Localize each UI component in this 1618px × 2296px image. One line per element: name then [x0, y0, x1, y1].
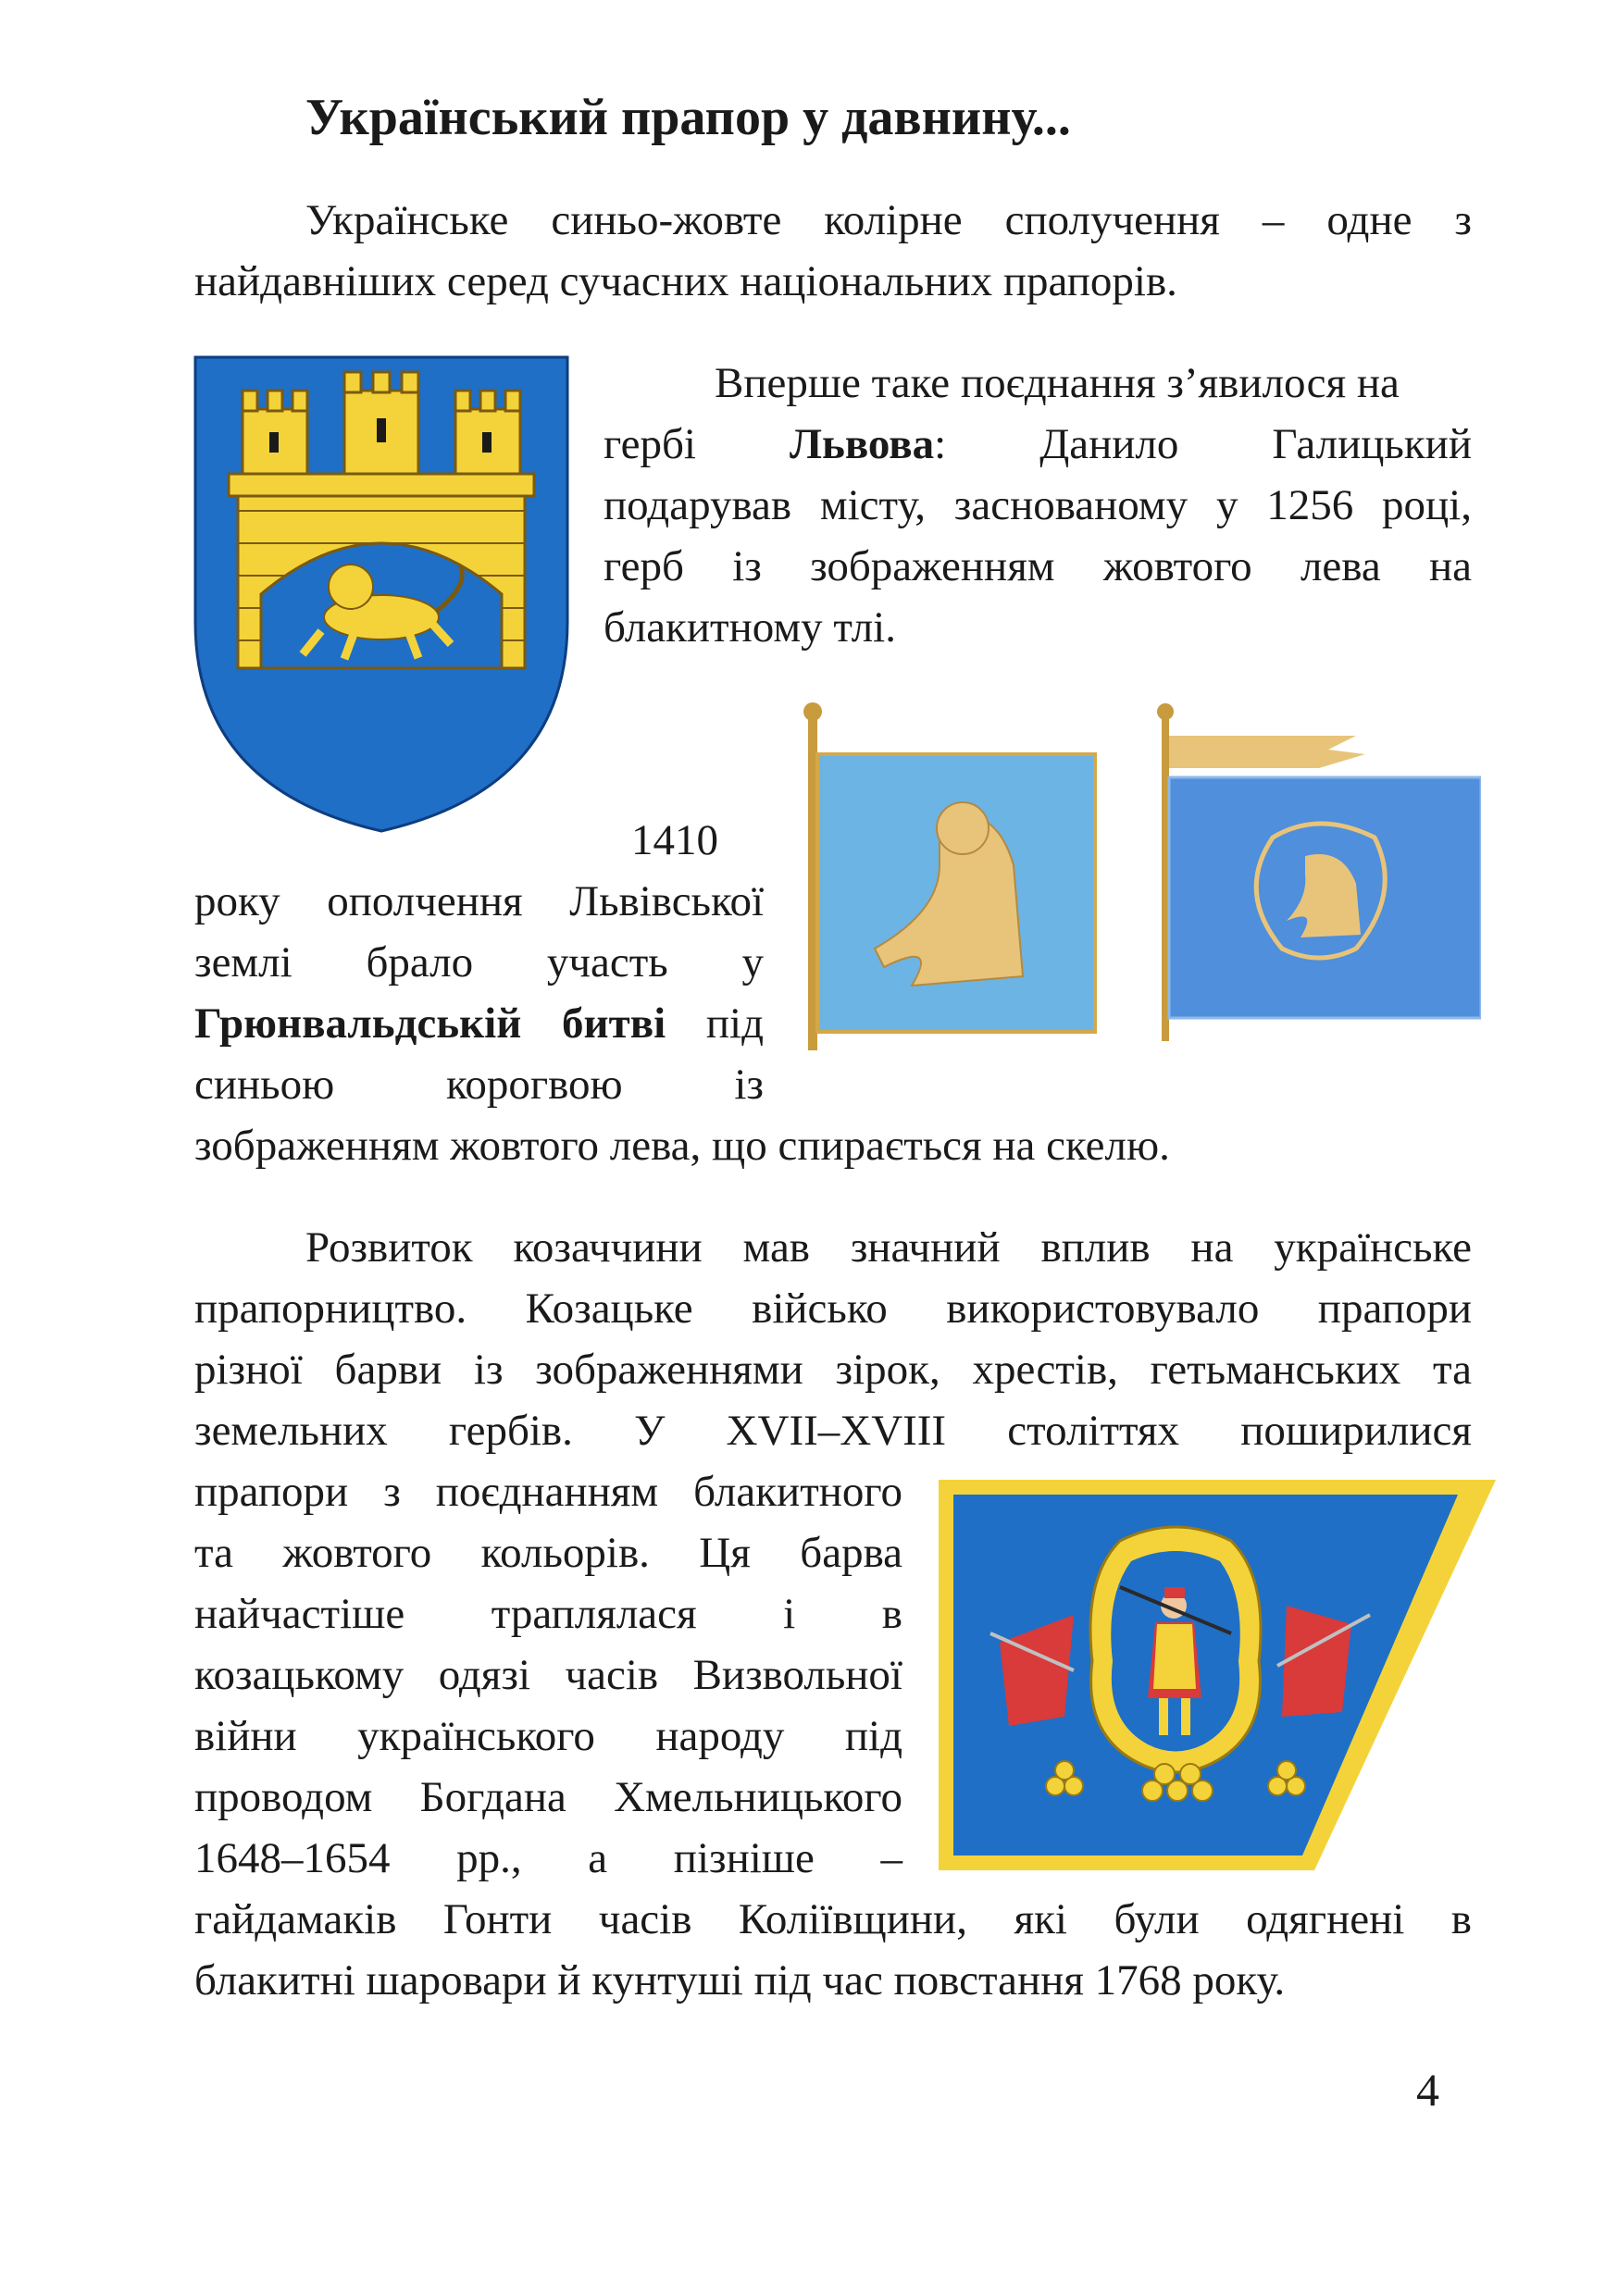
paragraph-1-line-1: Українське синьо-жовте колірне сполучення – одне з: [305, 196, 1472, 244]
page-title: Український прапор у давнину...: [305, 89, 1071, 146]
paragraph-4-line-9: війни українського народу під: [194, 1712, 902, 1760]
paragraph-4-line-1: Розвиток козаччини мав значний вплив на українське: [305, 1223, 1472, 1272]
grunwald-bold-text: Грюнвальдській битві: [194, 999, 666, 1048]
paragraph-2-line-4: герб із зображенням жовтого лева на: [604, 542, 1472, 590]
paragraph-2-line-3: подарував місту, заснованому у 1256 році,: [604, 481, 1472, 529]
paragraph-3-year: 1410: [631, 816, 718, 864]
paragraph-1-line-2: найдавніших серед сучасних національних прапорів.: [194, 257, 1177, 305]
cossack-flag-image: [935, 1476, 1500, 1874]
paragraph-3-line-5: зображенням жовтого лева, що спирається на скелю.: [194, 1122, 1170, 1170]
paragraph-4-line-8: козацькому одязі часів Визвольної: [194, 1651, 902, 1699]
page-number: 4: [1416, 2064, 1439, 2116]
lviv-bold-text: Львова: [790, 420, 935, 468]
text-segment: під: [666, 999, 764, 1048]
paragraph-3-line-3: [194, 993, 764, 1054]
paragraph-4-line-6: та жовтого кольорів. Ця барва: [194, 1529, 902, 1577]
paragraph-4-line-7: найчастіше траплялася і в: [194, 1590, 902, 1638]
text-segment: гербі: [604, 420, 696, 468]
paragraph-2-line-5: блакитному тлі.: [604, 603, 896, 652]
text-segment: : Данило Галицький: [934, 420, 1472, 468]
paragraph-4-line-5: прапори з поєднанням блакитного: [194, 1468, 902, 1516]
paragraph-4-line-11: 1648–1654 рр., а пізніше –: [194, 1834, 902, 1882]
paragraph-3-line-4: синьою корогвою із: [194, 1061, 764, 1109]
paragraph-4-line-3: різної барви із зображеннями зірок, хрестів, гетьманських та: [194, 1346, 1472, 1394]
lviv-coat-of-arms-image: [192, 354, 571, 835]
paragraph-4-line-4: земельних гербів. У XVII–XVIII століттях поширилися: [194, 1407, 1472, 1455]
paragraph-2-line-1: Вперше таке поєднання з’явилося на: [715, 359, 1400, 407]
paragraph-3-line-2: землі брало участь у: [194, 938, 764, 987]
paragraph-3-line-1: року ополчення Львівської: [194, 877, 764, 925]
paragraph-4-line-12: гайдамаків Гонти часів Коліївщини, які були одягнені в: [194, 1895, 1472, 1943]
paragraph-4-line-2: прапорництво. Козацьке військо використовувало прапори: [194, 1285, 1472, 1333]
paragraph-4-line-10: проводом Богдана Хмельницького: [194, 1773, 902, 1821]
paragraph-4-line-13: блакитні шаровари й кунтуші під час повстання 1768 року.: [194, 1956, 1286, 2004]
paragraph-2-line-2: [604, 414, 1472, 475]
grunwald-banners-image: [801, 699, 1481, 1050]
